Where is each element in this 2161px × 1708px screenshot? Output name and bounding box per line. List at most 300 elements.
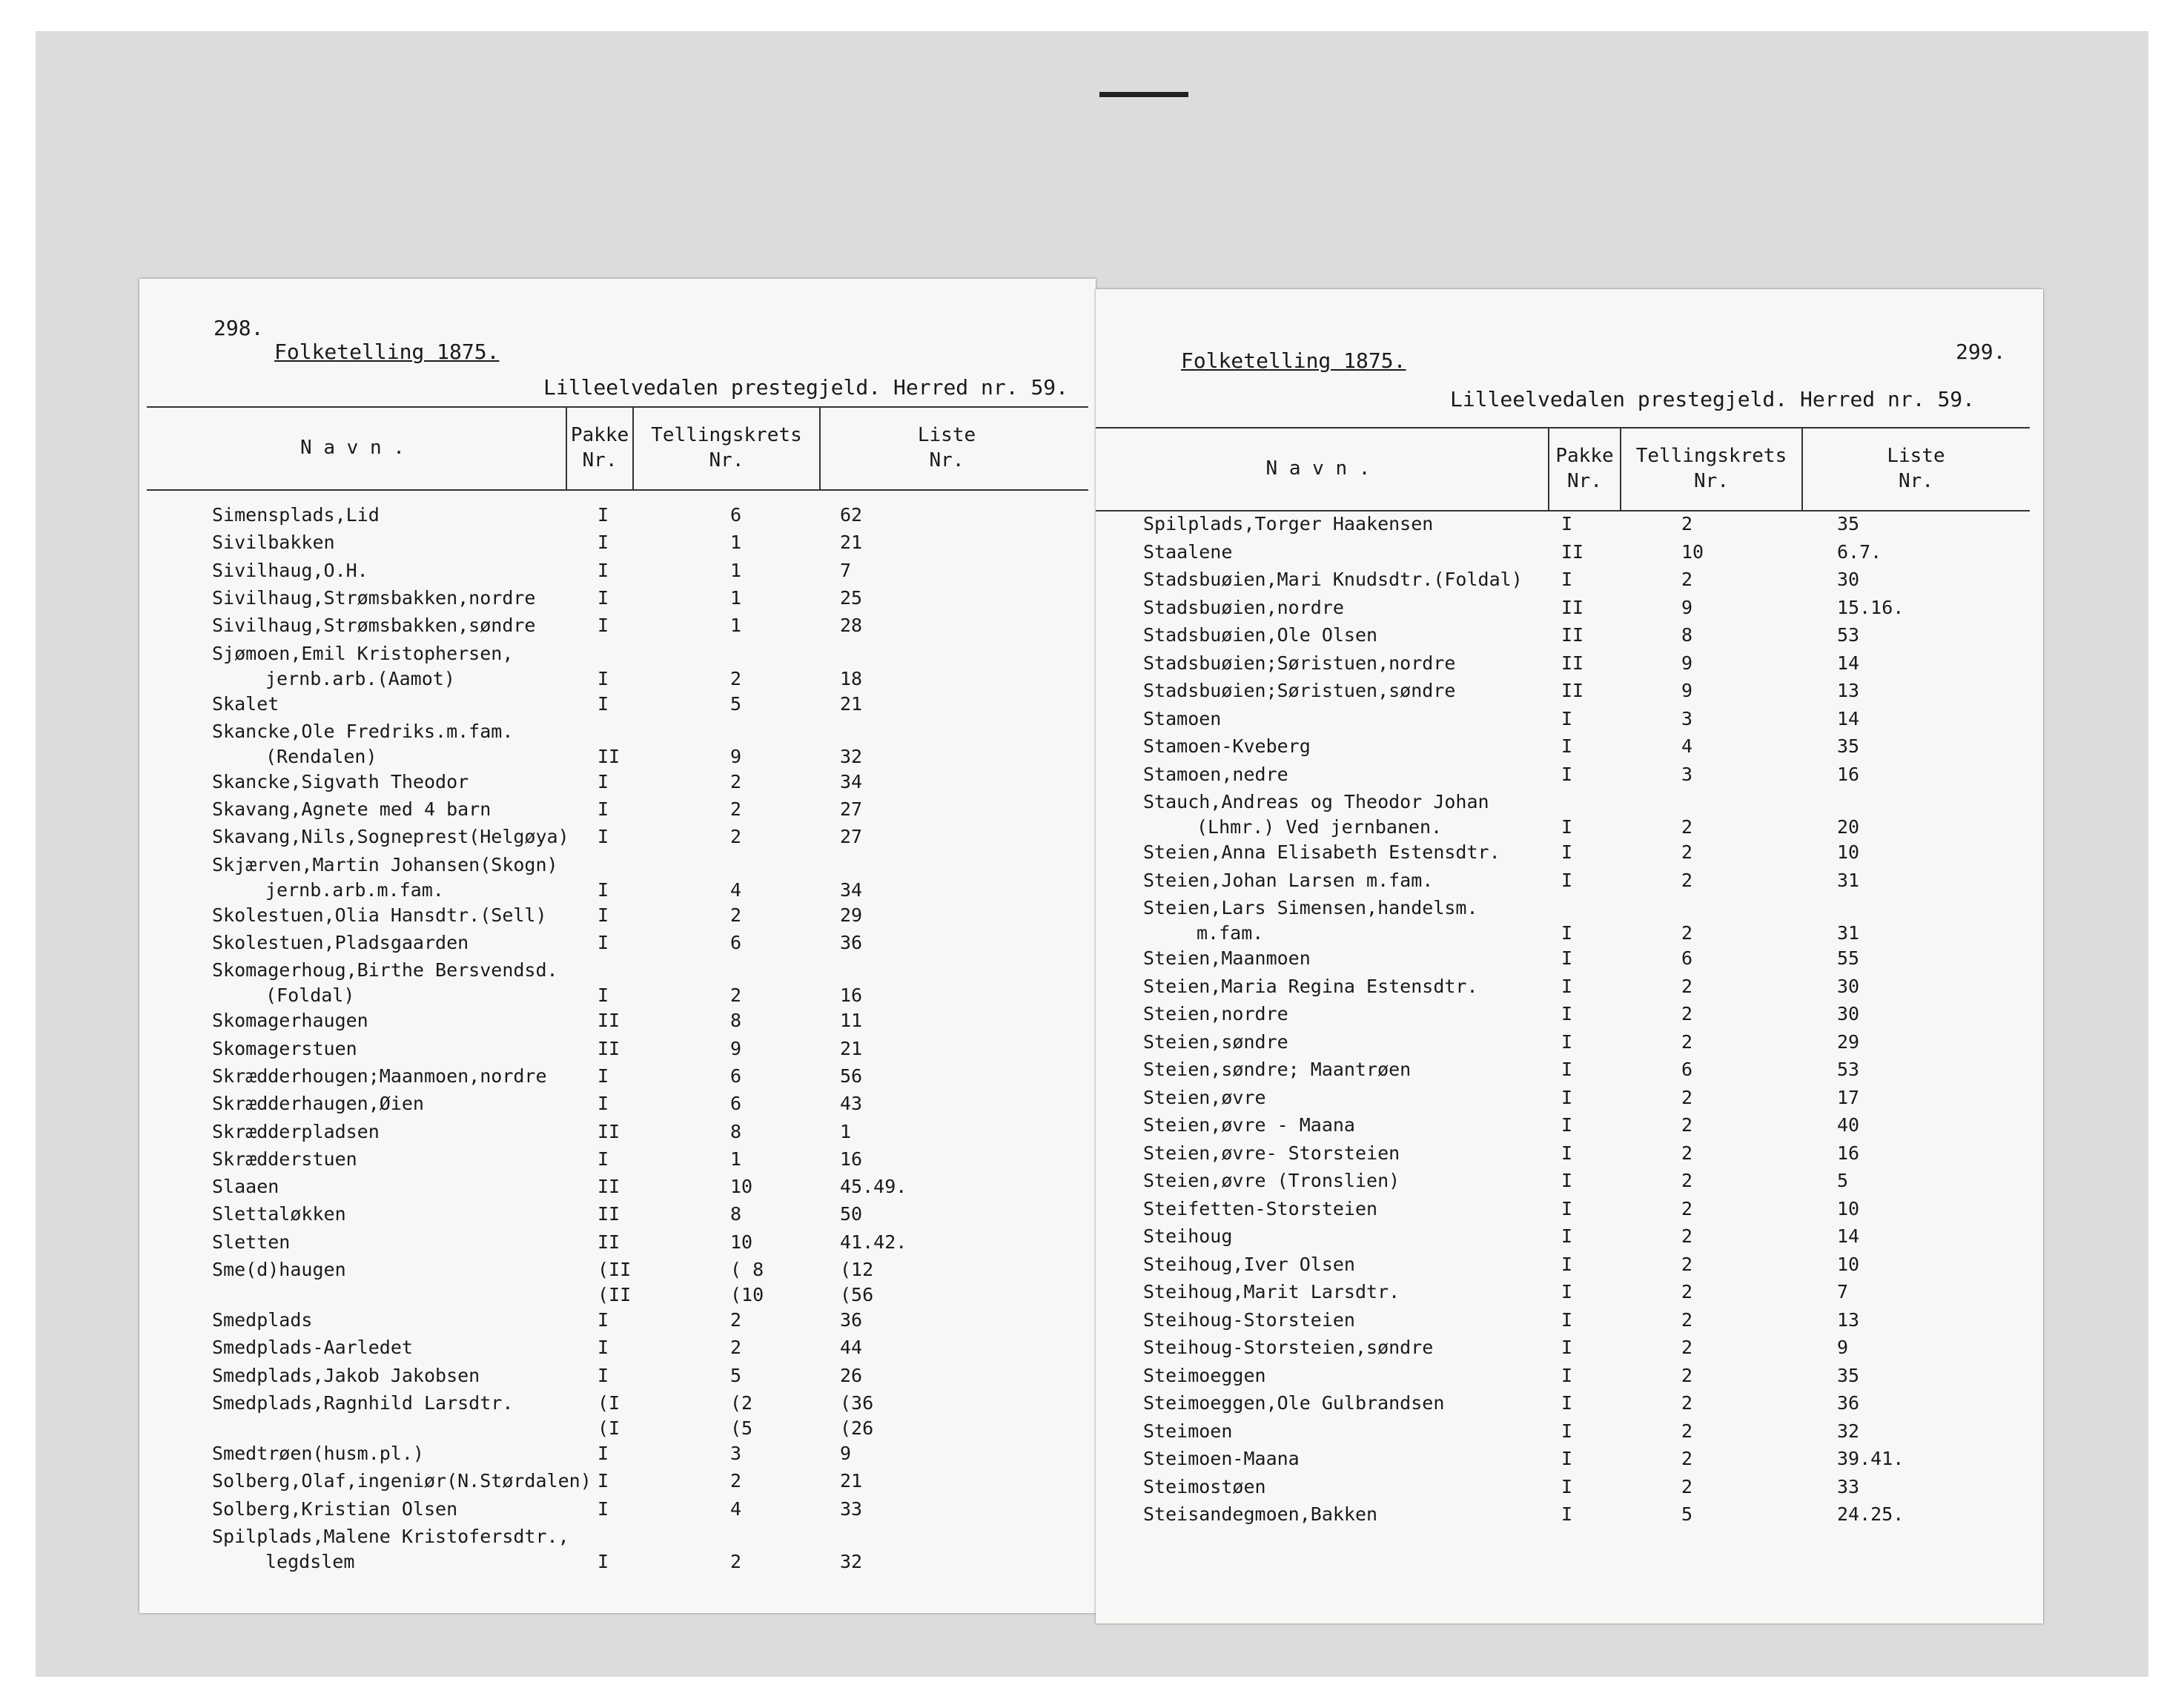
table-row [1143, 1446, 2043, 1472]
header-pakke: Pakke Nr. [566, 408, 632, 489]
row-pakke: I [598, 826, 609, 848]
row-krets: 2 [730, 667, 742, 689]
row-pakke: I [598, 1309, 609, 1331]
row-navn: Stamoen [1143, 707, 1222, 729]
row-pakke: I [1561, 1392, 1573, 1414]
row-pakke: II [1561, 624, 1584, 646]
row-navn: Slettaløkken [212, 1203, 346, 1225]
row-navn: Smedplads,Jakob Jakobsen [212, 1364, 480, 1386]
row-pakke: I [1561, 922, 1573, 944]
row-pakke: I [598, 1364, 609, 1386]
header-liste: Liste Nr. [819, 408, 1073, 489]
table-row [1143, 1002, 2043, 1027]
row-liste: 10 [1837, 841, 1860, 863]
table-row [1143, 1196, 2043, 1222]
row-liste: 26 [840, 1364, 863, 1386]
row-pakke: I [598, 932, 609, 953]
row-pakke: I [1561, 869, 1573, 891]
row-liste: 29 [1837, 1030, 1860, 1053]
table-row [212, 1363, 1096, 1388]
table-row [212, 1036, 1096, 1062]
row-krets: 2 [1681, 1475, 1693, 1497]
table-row [1143, 1335, 2043, 1360]
row-liste: 14 [1837, 1225, 1860, 1247]
table-row [212, 613, 1096, 638]
row-navn: Simensplads,Lid [212, 504, 380, 526]
row-liste: 13 [1837, 680, 1860, 701]
row-krets: 2 [1681, 1170, 1693, 1191]
row-liste: 25 [840, 586, 863, 609]
page-subtitle: Lilleelvedalen prestegjeld. Herred nr. 59. [1450, 387, 1976, 411]
row-liste: 24.25. [1837, 1503, 1904, 1525]
row-pakke: I [1561, 569, 1573, 590]
row-liste: (36 (26 [840, 1391, 874, 1439]
row-liste: 21 [840, 1470, 863, 1492]
left-page [139, 279, 1096, 1613]
row-navn: Steien,øvre (Tronslien) [1143, 1170, 1400, 1191]
row-pakke: I [598, 1148, 609, 1170]
page-number: 299. [1956, 340, 2006, 364]
table-row [1143, 1419, 2043, 1444]
row-liste: 6.7. [1837, 540, 1882, 563]
row-pakke: II [598, 1231, 620, 1253]
row-pakke: (I (I [598, 1391, 620, 1439]
table-row [212, 853, 1096, 903]
row-liste: 50 [840, 1203, 863, 1225]
row-pakke: I [598, 1065, 609, 1087]
row-krets: 10 [730, 1231, 753, 1253]
row-liste: 36 [1837, 1392, 1860, 1414]
row-navn: Slaaen [212, 1176, 279, 1198]
row-liste: 35 [1837, 513, 1860, 534]
row-navn: Sjømoen,Emil Kristophersen, jernb.arb.(Aamot) [212, 642, 514, 689]
row-liste: 36 [840, 932, 863, 953]
row-pakke: I [598, 532, 609, 554]
row-krets: 2 [1681, 1114, 1693, 1136]
row-liste: 27 [840, 826, 863, 848]
row-krets: 2 [730, 770, 742, 792]
row-liste: 27 [840, 798, 863, 821]
row-liste: 28 [840, 615, 863, 637]
row-navn: Sivilhaug,Strømsbakken,søndre [212, 615, 536, 637]
row-krets: 2 [1681, 841, 1693, 863]
table-row [212, 719, 1096, 769]
row-navn: Smedplads,Ragnhild Larsdtr. [212, 1391, 514, 1414]
table-row [212, 930, 1096, 956]
table-row [212, 1230, 1096, 1255]
row-pakke: I [598, 692, 609, 715]
row-pakke: I [598, 586, 609, 609]
row-krets: 2 [1681, 1197, 1693, 1219]
row-navn: Steien,Johan Larsen m.fam. [1143, 869, 1434, 891]
row-krets: 10 [730, 1176, 753, 1198]
row-liste: 43 [840, 1093, 863, 1115]
row-liste: 30 [1837, 975, 1860, 997]
table-row [1143, 1224, 2043, 1249]
row-krets: 9 [1681, 680, 1693, 701]
row-krets: 2 [1681, 513, 1693, 534]
row-krets: 9 [730, 745, 742, 767]
row-krets: 1 [730, 615, 742, 637]
row-liste: 55 [1837, 947, 1860, 969]
row-krets: 1 [730, 532, 742, 554]
row-krets: 2 [730, 904, 742, 926]
row-krets: ( 8 (10 [730, 1259, 764, 1305]
row-krets: 2 [730, 1309, 742, 1331]
row-navn: Steien,Anna Elisabeth Estensdtr. [1143, 841, 1500, 863]
row-liste: 10 [1837, 1253, 1860, 1275]
row-navn: Sme(d)haugen [212, 1259, 346, 1280]
row-liste: 16 [840, 984, 863, 1007]
row-krets: 8 [730, 1203, 742, 1225]
row-pakke: I [598, 615, 609, 637]
row-pakke: I [1561, 1337, 1573, 1358]
row-navn: Steisandegmoen,Bakken [1143, 1503, 1378, 1525]
table-header [147, 406, 1088, 491]
row-pakke: I [598, 1497, 609, 1520]
row-pakke: I [1561, 1281, 1573, 1302]
row-pakke: II [598, 745, 620, 767]
row-krets: 5 [730, 1364, 742, 1386]
row-krets: 2 [730, 1470, 742, 1492]
table-row [212, 530, 1096, 555]
row-krets: 6 [730, 504, 742, 526]
table-row [212, 797, 1096, 822]
row-krets: 6 [730, 1093, 742, 1115]
row-liste: 14 [1837, 652, 1860, 674]
row-liste: 36 [840, 1309, 863, 1331]
row-liste: 16 [840, 1148, 863, 1170]
header-pakke: Pakke Nr. [1548, 428, 1620, 510]
row-navn: Skrædderhaugen,Øien [212, 1093, 424, 1115]
row-pakke: I [598, 1470, 609, 1492]
row-navn: Skomagerhoug,Birthe Bersvendsd. (Foldal) [212, 959, 558, 1007]
row-pakke: I [1561, 1364, 1573, 1386]
row-pakke: I [1561, 1142, 1573, 1164]
row-krets: 10 [1681, 540, 1704, 563]
row-pakke: I [598, 1337, 609, 1359]
table-row [212, 824, 1096, 850]
table-row [1143, 868, 2043, 893]
row-pakke: II [1561, 652, 1584, 674]
table-row [212, 1008, 1096, 1033]
row-pakke: (II (II [598, 1259, 632, 1305]
row-liste: 40 [1837, 1114, 1860, 1136]
table-row [212, 1119, 1096, 1145]
row-navn: Stadsbuøien;Søristuen,nordre [1143, 652, 1456, 674]
row-liste: 41.42. [840, 1231, 907, 1253]
row-liste: 34 [840, 770, 863, 792]
row-pakke: I [598, 559, 609, 581]
table-row [1143, 540, 2043, 565]
row-navn: Sivilbakken [212, 532, 335, 554]
row-liste: 21 [840, 1037, 863, 1059]
row-pakke: I [1561, 1503, 1573, 1525]
row-pakke: I [1561, 816, 1573, 838]
row-krets: 6 [1681, 1059, 1693, 1080]
row-navn: Skrædderstuen [212, 1148, 357, 1170]
table-row [212, 692, 1096, 717]
row-krets: 2 [730, 984, 742, 1007]
row-liste: 21 [840, 692, 863, 715]
row-navn: Stamoen-Kveberg [1143, 735, 1311, 757]
row-krets: 2 [1681, 1003, 1693, 1025]
row-krets: 4 [730, 878, 742, 901]
row-liste: 7 [840, 559, 852, 581]
row-liste: 32 [1837, 1420, 1860, 1442]
row-pakke: II [598, 1037, 620, 1059]
row-navn: Steien,nordre [1143, 1003, 1288, 1025]
table-row [1143, 946, 2043, 971]
header-tellingskrets: Tellingskrets Nr. [1620, 428, 1801, 510]
row-liste: 45.49. [840, 1176, 907, 1198]
row-navn: Steien,øvre - Maana [1143, 1114, 1355, 1136]
row-liste: 31 [1837, 869, 1860, 891]
table-row [212, 1497, 1096, 1522]
table-row [212, 503, 1096, 528]
row-krets: 3 [1681, 763, 1693, 785]
row-pakke: I [1561, 1448, 1573, 1469]
row-liste: 62 [840, 504, 863, 526]
row-liste: 35 [1837, 735, 1860, 757]
table-row [1143, 762, 2043, 787]
row-liste: 32 [840, 745, 863, 767]
row-pakke: I [1561, 1225, 1573, 1247]
row-krets: 2 [1681, 1364, 1693, 1386]
row-navn: Stadsbuøien;Søristuen,søndre [1143, 680, 1456, 701]
row-liste: 35 [1837, 1364, 1860, 1386]
table-row [212, 958, 1096, 1008]
row-navn: Steimoen-Maana [1143, 1448, 1300, 1469]
row-pakke: I [1561, 1420, 1573, 1442]
table-row [1143, 706, 2043, 732]
row-navn: Stadsbuøien,Ole Olsen [1143, 624, 1378, 646]
row-krets: 1 [730, 1148, 742, 1170]
table-row [1143, 595, 2043, 620]
row-krets: 2 [1681, 1086, 1693, 1108]
row-navn: Skomagerstuen [212, 1037, 357, 1059]
row-navn: Skrædderpladsen [212, 1120, 380, 1142]
row-navn: Steien,Lars Simensen,handelsm. m.fam. [1143, 897, 1478, 944]
row-pakke: I [598, 1550, 609, 1572]
row-krets: 8 [1681, 624, 1693, 646]
row-navn: Skolestuen,Pladsgaarden [212, 932, 469, 953]
table-row [212, 1335, 1096, 1360]
row-pakke: I [1561, 1059, 1573, 1080]
row-navn: Steihoug-Storsteien,søndre [1143, 1337, 1434, 1358]
row-liste: 33 [1837, 1475, 1860, 1497]
header-liste: Liste Nr. [1801, 428, 2029, 510]
row-liste: 21 [840, 532, 863, 554]
row-navn: Skalet [212, 692, 279, 715]
row-navn: Smedplads [212, 1309, 313, 1331]
row-krets: 2 [1681, 1225, 1693, 1247]
table-row [212, 586, 1096, 611]
row-pakke: I [1561, 707, 1573, 729]
row-pakke: II [1561, 540, 1584, 563]
row-pakke: I [1561, 1003, 1573, 1025]
table-row [1143, 1113, 2043, 1138]
row-navn: Steimoeggen,Ole Gulbrandsen [1143, 1392, 1445, 1414]
row-krets: 6 [1681, 947, 1693, 969]
row-navn: Sivilhaug,Strømsbakken,nordre [212, 586, 536, 609]
row-liste: 16 [1837, 1142, 1860, 1164]
table-row [1143, 1085, 2043, 1110]
table-header [1096, 427, 2030, 512]
row-pakke: I [1561, 1253, 1573, 1275]
table-row [212, 1441, 1096, 1466]
row-pakke: II [598, 1120, 620, 1142]
table-row [212, 1391, 1096, 1441]
row-pakke: II [598, 1203, 620, 1225]
row-liste: 17 [1837, 1086, 1860, 1108]
row-liste: 44 [840, 1337, 863, 1359]
table-row [1143, 1391, 2043, 1416]
row-pakke: I [1561, 841, 1573, 863]
row-pakke: I [598, 770, 609, 792]
table-row [212, 558, 1096, 583]
row-krets: 2 [1681, 1420, 1693, 1442]
row-pakke: I [1561, 763, 1573, 785]
page-title: Folketelling 1875. [1181, 348, 1406, 373]
row-navn: Steien,Maanmoen [1143, 947, 1311, 969]
row-liste: 30 [1837, 1003, 1860, 1025]
row-krets: 2 [1681, 1253, 1693, 1275]
row-liste: 53 [1837, 624, 1860, 646]
row-liste: 20 [1837, 816, 1860, 838]
row-pakke: I [598, 1093, 609, 1115]
table-row [1143, 1502, 2043, 1527]
row-krets: 2 [1681, 1308, 1693, 1331]
row-krets: 3 [1681, 707, 1693, 729]
row-liste: 13 [1837, 1308, 1860, 1331]
row-navn: Sivilhaug,O.H. [212, 559, 368, 581]
row-krets: 3 [730, 1442, 742, 1464]
header-navn: N a v n . [300, 437, 405, 460]
row-liste: 34 [840, 878, 863, 901]
row-pakke: I [1561, 1197, 1573, 1219]
row-liste: 39.41. [1837, 1448, 1904, 1469]
row-krets: 2 [1681, 1448, 1693, 1469]
row-pakke: I [598, 904, 609, 926]
table-row [1143, 512, 2043, 537]
row-krets: 2 [1681, 569, 1693, 590]
row-pakke: I [1561, 947, 1573, 969]
row-pakke: I [1561, 1114, 1573, 1136]
table-row [1143, 567, 2043, 592]
row-navn: Steien,øvre [1143, 1086, 1266, 1108]
row-liste: 5 [1837, 1170, 1849, 1191]
row-navn: Skancke,Sigvath Theodor [212, 770, 469, 792]
table-row [1143, 1057, 2043, 1082]
row-liste: 31 [1837, 922, 1860, 944]
row-navn: Smedplads-Aarledet [212, 1337, 413, 1359]
table-row [1143, 896, 2043, 946]
row-pakke: I [1561, 513, 1573, 534]
row-navn: Skancke,Ole Fredriks.m.fam. (Rendalen) [212, 720, 514, 767]
row-navn: Solberg,Kristian Olsen [212, 1497, 458, 1520]
row-liste: 32 [840, 1550, 863, 1572]
row-liste: 53 [1837, 1059, 1860, 1080]
row-pakke: II [1561, 596, 1584, 618]
row-pakke: I [1561, 975, 1573, 997]
row-liste: 10 [1837, 1197, 1860, 1219]
row-krets: 2 [1681, 1142, 1693, 1164]
row-krets: 2 [1681, 1337, 1693, 1358]
row-navn: Steien,søndre [1143, 1030, 1288, 1053]
row-pakke: I [598, 798, 609, 821]
row-navn: Skomagerhaugen [212, 1010, 368, 1032]
row-krets: 8 [730, 1120, 742, 1142]
table-row [1143, 790, 2043, 840]
row-krets: 2 [730, 1337, 742, 1359]
row-navn: Steihoug,Marit Larsdtr. [1143, 1281, 1400, 1302]
row-liste: 16 [1837, 763, 1860, 785]
right-page [1096, 289, 2043, 1623]
row-navn: Steimoen [1143, 1420, 1233, 1442]
row-krets: 8 [730, 1010, 742, 1032]
row-krets: 4 [1681, 735, 1693, 757]
row-navn: Smedtrøen(husm.pl.) [212, 1442, 424, 1464]
row-navn: Steien,Maria Regina Estensdtr. [1143, 975, 1478, 997]
row-navn: Steihoug,Iver Olsen [1143, 1253, 1355, 1275]
row-navn: Staalene [1143, 540, 1233, 563]
row-navn: Steien,søndre; Maantrøen [1143, 1059, 1412, 1080]
row-liste: 56 [840, 1065, 863, 1087]
row-navn: Steien,øvre- Storsteien [1143, 1142, 1400, 1164]
table-row [1143, 651, 2043, 676]
table-row [212, 1091, 1096, 1116]
row-navn: Spilplads,Torger Haakensen [1143, 513, 1434, 534]
page-title: Folketelling 1875. [274, 340, 500, 364]
row-liste: 9 [840, 1442, 852, 1464]
row-liste: 33 [840, 1497, 863, 1520]
row-krets: 2 [1681, 1281, 1693, 1302]
table-row [1143, 1168, 2043, 1194]
row-pakke: I [598, 504, 609, 526]
table-row [1143, 1141, 2043, 1166]
row-pakke: II [1561, 680, 1584, 701]
row-pakke: I [598, 1442, 609, 1464]
row-liste: 14 [1837, 707, 1860, 729]
row-navn: Skavang,Nils,Sogneprest(Helgøya) [212, 826, 569, 848]
row-navn: Skavang,Agnete med 4 barn [212, 798, 492, 821]
table-row [212, 1174, 1096, 1199]
row-pakke: I [598, 878, 609, 901]
row-pakke: I [1561, 1475, 1573, 1497]
row-liste: 1 [840, 1120, 852, 1142]
row-krets: 9 [1681, 596, 1693, 618]
row-krets: 5 [730, 692, 742, 715]
row-liste: (12 (56 [840, 1259, 874, 1305]
row-krets: 1 [730, 559, 742, 581]
row-pakke: I [598, 667, 609, 689]
row-navn: Stadsbuøien,Mari Knudsdtr.(Foldal) [1143, 569, 1523, 590]
scan-mark [1099, 92, 1188, 97]
table-row [212, 1064, 1096, 1089]
row-pakke: II [598, 1176, 620, 1198]
row-navn: Spilplads,Malene Kristofersdtr., legdslem [212, 1525, 569, 1572]
row-pakke: I [1561, 1030, 1573, 1053]
table-row [1143, 840, 2043, 865]
row-krets: 2 [1681, 1030, 1693, 1053]
row-navn: Steihoug-Storsteien [1143, 1308, 1355, 1331]
row-navn: Stamoen,nedre [1143, 763, 1288, 785]
header-tellingskrets: Tellingskrets Nr. [632, 408, 819, 489]
row-navn: Steifetten-Storsteien [1143, 1197, 1378, 1219]
row-pakke: I [1561, 1308, 1573, 1331]
row-krets: 2 [1681, 1392, 1693, 1414]
